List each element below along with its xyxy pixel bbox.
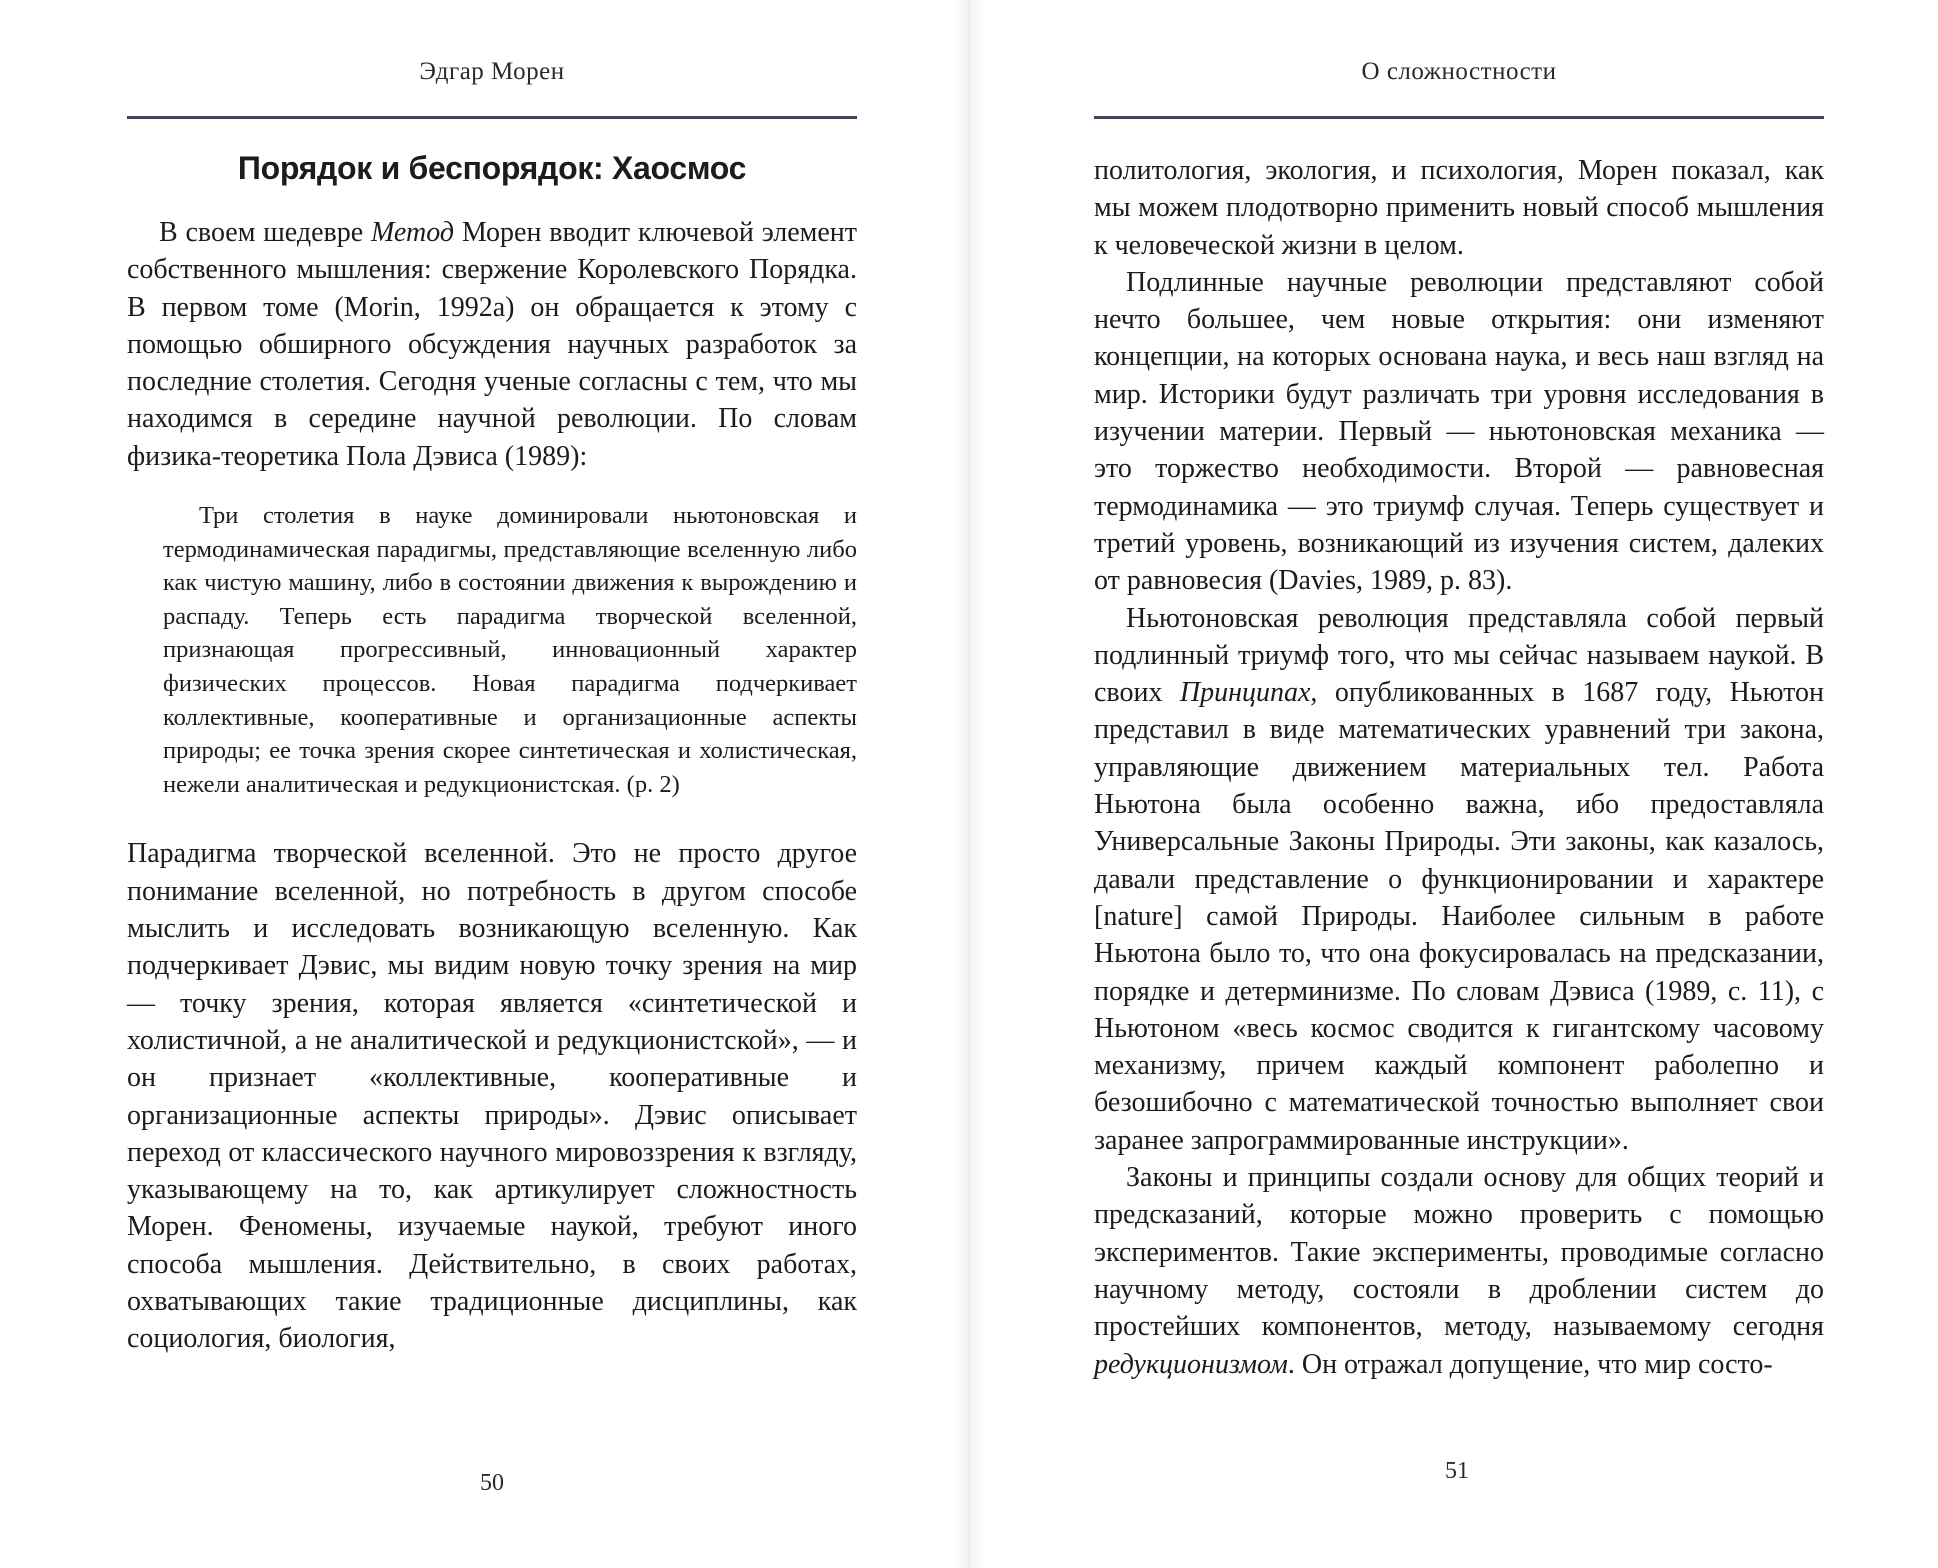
section-title: Порядок и беспорядок: Хаосмос bbox=[237, 150, 747, 186]
text-run: Законы и принципы создали основу для общих теорий и предсказаний, которые можно проверить с помощью экспериментов. Такие эксперименты, проводимые согласно научному методу, состояли в дроблении систем до простейших компонентов, методу, называемому сегодня bbox=[1094, 1162, 1824, 1343]
page-number: 51 bbox=[1445, 1458, 1469, 1484]
page-number: 50 bbox=[480, 1470, 504, 1496]
left-page-content bbox=[127, 148, 857, 1358]
running-head-author: Эдгар Морен bbox=[419, 58, 565, 85]
running-head-title: О сложностности bbox=[1361, 58, 1557, 85]
text-run: . Он отражал допущение, что мир состо- bbox=[1287, 1348, 1773, 1380]
right-page bbox=[969, 0, 1938, 1568]
paragraph bbox=[1094, 1159, 1824, 1383]
paragraph bbox=[127, 214, 857, 475]
paragraph: политология, экология, и психология, Морен показал, как мы можем плодотворно применить новый способ мышления к человеческой жизни в целом. bbox=[1094, 155, 1824, 261]
header-rule bbox=[1094, 116, 1824, 119]
block-quote bbox=[163, 499, 857, 801]
italic-title: Принципах bbox=[1179, 677, 1311, 709]
header-rule bbox=[127, 116, 857, 119]
quote-text: Три столетия в науке доминировали ньютоновская и термодинамическая парадигмы, представляющие вселенную либо как чистую машину, либо в состоянии движения к вырождению и распаду. Теперь есть парадигма творческой вселенной, признающая прогрессивный, инновационный характер физических процессов. Новая парадигма подчеркивает коллективные, кооперативные и организационные аспекты природы; ее точка зрения скорее синтетическая и холистическая, нежели аналитическая и редукционистская. (p. 2) bbox=[163, 502, 857, 798]
text-run: Ньютоновская революция представляла собой первый подлинный триумф того, что мы сейчас называем наукой. В своих bbox=[1094, 602, 1824, 709]
text-run: В своем шедевре bbox=[159, 217, 371, 248]
paragraph bbox=[1094, 600, 1824, 1159]
italic-term: редукционизмом bbox=[1094, 1348, 1288, 1380]
right-page-content bbox=[1094, 152, 1824, 1383]
text-run: , опубликованных в 1687 году, Ньютон представил в виде математических уравнений три закона, управляющие движением материальных тел. Работа Ньютона была особенно важна, ибо предоставляла Универсальные Законы Природы. Эти законы, как казалось, давали представление о функционировании и характере [nature] самой Природы. Наиболее сильным в работе Ньютона было то, что она фокусировалась на предсказании, порядке и детерминизме. По словам Дэвиса (1989, с. 11), с Ньютоном «весь космос сводится к гигантскому часовому механизму, причем каждый компонент раболепно и безошибочно с математической точностью выполняет свои заранее запрограммированные инструкции». bbox=[1094, 677, 1824, 1156]
paragraph: Парадигма творческой вселенной. Это не просто другое понимание вселенной, но потребность в другом способе мыслить и исследовать возникающую вселенную. Как подчеркивает Дэвис, мы видим новую точку зрения на мир — точку зрения, которая является «синтетической и холистичной, а не аналитической и редукционистской», — и он признает «коллективные, кооперативные и организационные аспекты природы». Дэвис описывает переход от классического научного мировоззрения к взгляду, указывающему на то, как артикулирует сложностность Морен. Феномены, изучаемые наукой, требуют иного способа мышления. Действительно, в своих работах, охватывающих такие традиционные дисциплины, как социология, биология, bbox=[127, 838, 857, 1355]
text-run: Морен вводит ключевой элемент собственного мышления: свержение Королевского Порядка. В первом томе (Morin, 1992a) он обращается к этому с помощью обширного обсуждения научных разработок за последние столетия. Сегодня ученые согласны с тем, что мы находимся в середине научной революции. По словам физика-теоретика Пола Дэвиса (1989): bbox=[127, 217, 857, 472]
paragraph: Подлинные научные революции представляют собой нечто большее, чем новые открытия: они изменяют концепции, на которых основана наука, и весь наш взгляд на мир. Историки будут различать три уровня исследования в изучении материи. Первый — ньютоновская механика — это торжество необходимости. Второй — равновесная термодинамика — это триумф случая. Теперь существует и третий уровень, возникающий из изучения систем, далеких от равновесия (Davies, 1989, p. 83). bbox=[1094, 266, 1824, 597]
italic-title: Метод bbox=[371, 217, 455, 248]
